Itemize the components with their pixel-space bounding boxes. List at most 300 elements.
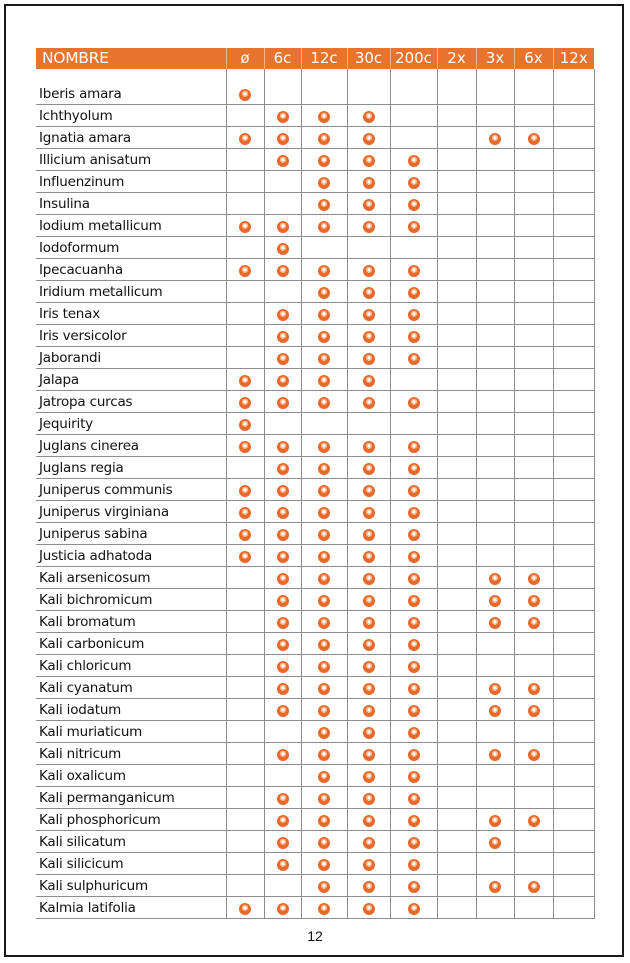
potency-cell	[390, 765, 437, 787]
orange-dot-icon	[363, 529, 375, 541]
potency-cell	[390, 853, 437, 875]
potency-cell	[476, 567, 514, 589]
table-row	[36, 611, 594, 633]
potency-cell	[553, 435, 594, 457]
potency-cell	[301, 699, 347, 721]
orange-dot-icon	[318, 353, 330, 365]
orange-dot-icon	[528, 881, 540, 893]
orange-dot-icon	[489, 573, 501, 585]
potency-cell	[390, 325, 437, 347]
potency-cell	[390, 237, 437, 259]
potency-cell	[347, 237, 390, 259]
potency-cell	[347, 215, 390, 237]
orange-dot-icon	[318, 749, 330, 761]
orange-dot-icon	[408, 463, 420, 475]
remedy-name: Influenzinum	[36, 171, 226, 193]
potency-cell	[226, 897, 264, 919]
potency-cell	[390, 611, 437, 633]
potency-cell	[390, 523, 437, 545]
potency-cell	[476, 193, 514, 215]
orange-dot-icon	[277, 331, 289, 343]
column-header-potency: 3x	[476, 48, 514, 69]
potency-cell	[437, 259, 476, 281]
orange-dot-icon	[239, 441, 251, 453]
potency-cell	[226, 567, 264, 589]
orange-dot-icon	[318, 375, 330, 387]
potency-cell	[226, 457, 264, 479]
remedy-potency-table	[36, 48, 595, 919]
potency-cell	[476, 215, 514, 237]
table-row	[36, 787, 594, 809]
orange-dot-icon	[277, 441, 289, 453]
potency-cell	[347, 743, 390, 765]
potency-cell	[437, 611, 476, 633]
potency-cell	[390, 655, 437, 677]
column-header-potency: ø	[226, 48, 264, 69]
potency-cell	[264, 897, 301, 919]
potency-cell	[390, 303, 437, 325]
remedy-name: Jaborandi	[36, 347, 226, 369]
orange-dot-icon	[363, 309, 375, 321]
orange-dot-icon	[408, 287, 420, 299]
orange-dot-icon	[277, 683, 289, 695]
remedy-name: Jatropa curcas	[36, 391, 226, 413]
potency-cell	[437, 303, 476, 325]
orange-dot-icon	[277, 485, 289, 497]
potency-cell	[514, 215, 553, 237]
potency-cell	[226, 589, 264, 611]
orange-dot-icon	[363, 771, 375, 783]
potency-cell	[514, 765, 553, 787]
potency-cell	[264, 105, 301, 127]
potency-cell	[226, 501, 264, 523]
potency-cell	[264, 721, 301, 743]
potency-cell	[301, 391, 347, 413]
potency-cell	[226, 853, 264, 875]
potency-cell	[226, 369, 264, 391]
potency-cell	[226, 611, 264, 633]
potency-cell	[390, 545, 437, 567]
potency-cell	[264, 765, 301, 787]
potency-cell	[514, 501, 553, 523]
potency-cell	[347, 413, 390, 435]
orange-dot-icon	[408, 507, 420, 519]
potency-cell	[301, 567, 347, 589]
orange-dot-icon	[277, 903, 289, 915]
orange-dot-icon	[489, 617, 501, 629]
potency-cell	[347, 83, 390, 105]
potency-cell	[347, 391, 390, 413]
potency-cell	[437, 215, 476, 237]
potency-cell	[301, 325, 347, 347]
remedy-name: Jequirity	[36, 413, 226, 435]
potency-cell	[476, 611, 514, 633]
potency-cell	[553, 215, 594, 237]
potency-cell	[514, 281, 553, 303]
potency-cell	[476, 171, 514, 193]
orange-dot-icon	[408, 793, 420, 805]
potency-cell	[301, 127, 347, 149]
potency-cell	[437, 589, 476, 611]
remedy-name: Iridium metallicum	[36, 281, 226, 303]
potency-cell	[476, 831, 514, 853]
orange-dot-icon	[363, 881, 375, 893]
orange-dot-icon	[363, 595, 375, 607]
potency-cell	[437, 699, 476, 721]
potency-cell	[476, 325, 514, 347]
potency-cell	[390, 721, 437, 743]
potency-cell	[437, 853, 476, 875]
orange-dot-icon	[318, 793, 330, 805]
potency-cell	[437, 413, 476, 435]
potency-cell	[514, 897, 553, 919]
potency-cell	[264, 171, 301, 193]
orange-dot-icon	[318, 265, 330, 277]
potency-cell	[226, 545, 264, 567]
potency-cell	[476, 633, 514, 655]
table-row	[36, 391, 594, 413]
orange-dot-icon	[318, 221, 330, 233]
table-row	[36, 589, 594, 611]
orange-dot-icon	[408, 903, 420, 915]
remedy-name: Juniperus communis	[36, 479, 226, 501]
potency-cell	[264, 215, 301, 237]
remedy-name: Kali silicicum	[36, 853, 226, 875]
orange-dot-icon	[318, 661, 330, 673]
potency-cell	[514, 193, 553, 215]
potency-cell	[437, 743, 476, 765]
table-row	[36, 809, 594, 831]
potency-cell	[226, 677, 264, 699]
potency-cell	[553, 809, 594, 831]
orange-dot-icon	[408, 727, 420, 739]
orange-dot-icon	[363, 331, 375, 343]
potency-cell	[476, 897, 514, 919]
potency-cell	[301, 809, 347, 831]
potency-cell	[264, 83, 301, 105]
orange-dot-icon	[239, 485, 251, 497]
orange-dot-icon	[277, 705, 289, 717]
potency-cell	[390, 897, 437, 919]
potency-cell	[437, 435, 476, 457]
potency-cell	[264, 523, 301, 545]
orange-dot-icon	[318, 309, 330, 321]
table-row	[36, 413, 594, 435]
potency-cell	[301, 457, 347, 479]
potency-cell	[226, 787, 264, 809]
orange-dot-icon	[239, 375, 251, 387]
table-row	[36, 149, 594, 171]
orange-dot-icon	[277, 639, 289, 651]
potency-cell	[437, 567, 476, 589]
orange-dot-icon	[318, 595, 330, 607]
potency-cell	[390, 809, 437, 831]
potency-cell	[226, 523, 264, 545]
potency-cell	[553, 325, 594, 347]
potency-cell	[476, 149, 514, 171]
potency-cell	[553, 655, 594, 677]
orange-dot-icon	[277, 551, 289, 563]
orange-dot-icon	[408, 353, 420, 365]
potency-cell	[347, 479, 390, 501]
potency-cell	[514, 457, 553, 479]
orange-dot-icon	[239, 903, 251, 915]
potency-cell	[347, 171, 390, 193]
orange-dot-icon	[318, 199, 330, 211]
orange-dot-icon	[408, 331, 420, 343]
orange-dot-icon	[363, 683, 375, 695]
potency-cell	[553, 369, 594, 391]
potency-cell	[514, 699, 553, 721]
potency-cell	[301, 237, 347, 259]
potency-cell	[347, 699, 390, 721]
potency-cell	[514, 127, 553, 149]
orange-dot-icon	[277, 573, 289, 585]
potency-cell	[437, 545, 476, 567]
potency-cell	[226, 831, 264, 853]
potency-cell	[476, 435, 514, 457]
potency-cell	[553, 699, 594, 721]
orange-dot-icon	[277, 815, 289, 827]
potency-cell	[476, 787, 514, 809]
potency-cell	[476, 479, 514, 501]
orange-dot-icon	[318, 507, 330, 519]
potency-cell	[437, 655, 476, 677]
potency-cell	[437, 457, 476, 479]
potency-cell	[301, 875, 347, 897]
potency-cell	[301, 589, 347, 611]
potency-cell	[226, 413, 264, 435]
potency-cell	[437, 831, 476, 853]
orange-dot-icon	[318, 133, 330, 145]
potency-cell	[514, 83, 553, 105]
potency-cell	[264, 237, 301, 259]
table-row	[36, 897, 594, 919]
potency-cell	[347, 677, 390, 699]
orange-dot-icon	[239, 89, 251, 101]
orange-dot-icon	[528, 133, 540, 145]
orange-dot-icon	[318, 727, 330, 739]
potency-cell	[226, 215, 264, 237]
potency-cell	[476, 501, 514, 523]
orange-dot-icon	[408, 529, 420, 541]
potency-cell	[347, 589, 390, 611]
orange-dot-icon	[528, 749, 540, 761]
orange-dot-icon	[277, 595, 289, 607]
orange-dot-icon	[408, 815, 420, 827]
potency-cell	[264, 127, 301, 149]
potency-cell	[553, 589, 594, 611]
potency-cell	[514, 545, 553, 567]
orange-dot-icon	[408, 441, 420, 453]
orange-dot-icon	[363, 573, 375, 585]
table-row	[36, 743, 594, 765]
potency-cell	[226, 479, 264, 501]
remedy-name: Kali permanganicum	[36, 787, 226, 809]
potency-cell	[553, 237, 594, 259]
potency-cell	[226, 281, 264, 303]
remedy-name: Kalmia latifolia	[36, 897, 226, 919]
potency-cell	[553, 83, 594, 105]
orange-dot-icon	[489, 815, 501, 827]
potency-cell	[301, 83, 347, 105]
potency-cell	[347, 721, 390, 743]
potency-cell	[226, 259, 264, 281]
orange-dot-icon	[363, 287, 375, 299]
potency-cell	[301, 611, 347, 633]
table-row	[36, 369, 594, 391]
orange-dot-icon	[408, 661, 420, 673]
remedy-name: Justicia adhatoda	[36, 545, 226, 567]
orange-dot-icon	[277, 837, 289, 849]
potency-cell	[553, 281, 594, 303]
potency-cell	[264, 479, 301, 501]
potency-cell	[514, 171, 553, 193]
potency-cell	[553, 831, 594, 853]
potency-cell	[347, 853, 390, 875]
potency-cell	[476, 875, 514, 897]
potency-cell	[553, 457, 594, 479]
table-row	[36, 567, 594, 589]
table-row	[36, 677, 594, 699]
potency-cell	[226, 347, 264, 369]
potency-cell	[301, 721, 347, 743]
page-number: 12	[307, 928, 323, 944]
potency-cell	[437, 149, 476, 171]
potency-cell	[553, 721, 594, 743]
potency-cell	[264, 259, 301, 281]
orange-dot-icon	[489, 683, 501, 695]
orange-dot-icon	[277, 265, 289, 277]
orange-dot-icon	[408, 265, 420, 277]
orange-dot-icon	[408, 551, 420, 563]
potency-cell	[390, 105, 437, 127]
potency-cell	[301, 545, 347, 567]
potency-cell	[514, 611, 553, 633]
orange-dot-icon	[408, 309, 420, 321]
potency-cell	[347, 149, 390, 171]
orange-dot-icon	[528, 815, 540, 827]
orange-dot-icon	[528, 573, 540, 585]
potency-cell	[301, 831, 347, 853]
orange-dot-icon	[408, 881, 420, 893]
orange-dot-icon	[408, 485, 420, 497]
remedy-name: Kali silicatum	[36, 831, 226, 853]
orange-dot-icon	[277, 859, 289, 871]
remedy-name: Juglans cinerea	[36, 435, 226, 457]
potency-cell	[347, 347, 390, 369]
potency-cell	[301, 149, 347, 171]
orange-dot-icon	[277, 353, 289, 365]
orange-dot-icon	[363, 903, 375, 915]
remedy-name: Iberis amara	[36, 83, 226, 105]
orange-dot-icon	[318, 155, 330, 167]
orange-dot-icon	[363, 375, 375, 387]
orange-dot-icon	[318, 859, 330, 871]
orange-dot-icon	[239, 419, 251, 431]
potency-cell	[301, 413, 347, 435]
potency-cell	[437, 83, 476, 105]
potency-cell	[347, 303, 390, 325]
potency-cell	[390, 699, 437, 721]
potency-cell	[390, 677, 437, 699]
orange-dot-icon	[408, 199, 420, 211]
potency-cell	[347, 567, 390, 589]
orange-dot-icon	[408, 859, 420, 871]
potency-cell	[301, 435, 347, 457]
potency-cell	[264, 413, 301, 435]
potency-cell	[264, 391, 301, 413]
remedy-name: Kali oxalicum	[36, 765, 226, 787]
potency-cell	[264, 149, 301, 171]
potency-cell	[437, 875, 476, 897]
orange-dot-icon	[318, 485, 330, 497]
potency-cell	[437, 721, 476, 743]
potency-cell	[553, 677, 594, 699]
potency-cell	[437, 193, 476, 215]
potency-cell	[553, 545, 594, 567]
potency-cell	[301, 259, 347, 281]
potency-cell	[514, 567, 553, 589]
orange-dot-icon	[408, 397, 420, 409]
potency-cell	[390, 171, 437, 193]
column-header-potency: 6c	[264, 48, 301, 69]
table-row	[36, 501, 594, 523]
remedy-name: Insulina	[36, 193, 226, 215]
orange-dot-icon	[489, 705, 501, 717]
table-row	[36, 457, 594, 479]
potency-cell	[553, 567, 594, 589]
orange-dot-icon	[239, 529, 251, 541]
potency-cell	[437, 369, 476, 391]
orange-dot-icon	[277, 529, 289, 541]
potency-cell	[553, 853, 594, 875]
orange-dot-icon	[489, 837, 501, 849]
potency-cell	[301, 853, 347, 875]
orange-dot-icon	[363, 265, 375, 277]
orange-dot-icon	[277, 617, 289, 629]
table-row	[36, 347, 594, 369]
orange-dot-icon	[363, 793, 375, 805]
potency-cell	[553, 523, 594, 545]
potency-cell	[226, 699, 264, 721]
potency-cell	[437, 237, 476, 259]
potency-cell	[347, 831, 390, 853]
potency-cell	[301, 633, 347, 655]
potency-cell	[264, 545, 301, 567]
orange-dot-icon	[363, 199, 375, 211]
orange-dot-icon	[363, 397, 375, 409]
potency-cell	[347, 127, 390, 149]
potency-cell	[264, 501, 301, 523]
potency-cell	[347, 545, 390, 567]
orange-dot-icon	[489, 881, 501, 893]
orange-dot-icon	[408, 617, 420, 629]
potency-cell	[476, 721, 514, 743]
potency-cell	[437, 765, 476, 787]
potency-cell	[437, 501, 476, 523]
potency-cell	[347, 369, 390, 391]
remedy-name: Ipecacuanha	[36, 259, 226, 281]
potency-cell	[514, 237, 553, 259]
remedy-name: Illicium anisatum	[36, 149, 226, 171]
remedy-name: Kali bichromicum	[36, 589, 226, 611]
potency-cell	[476, 237, 514, 259]
potency-cell	[264, 633, 301, 655]
potency-cell	[264, 809, 301, 831]
orange-dot-icon	[277, 221, 289, 233]
potency-cell	[476, 347, 514, 369]
